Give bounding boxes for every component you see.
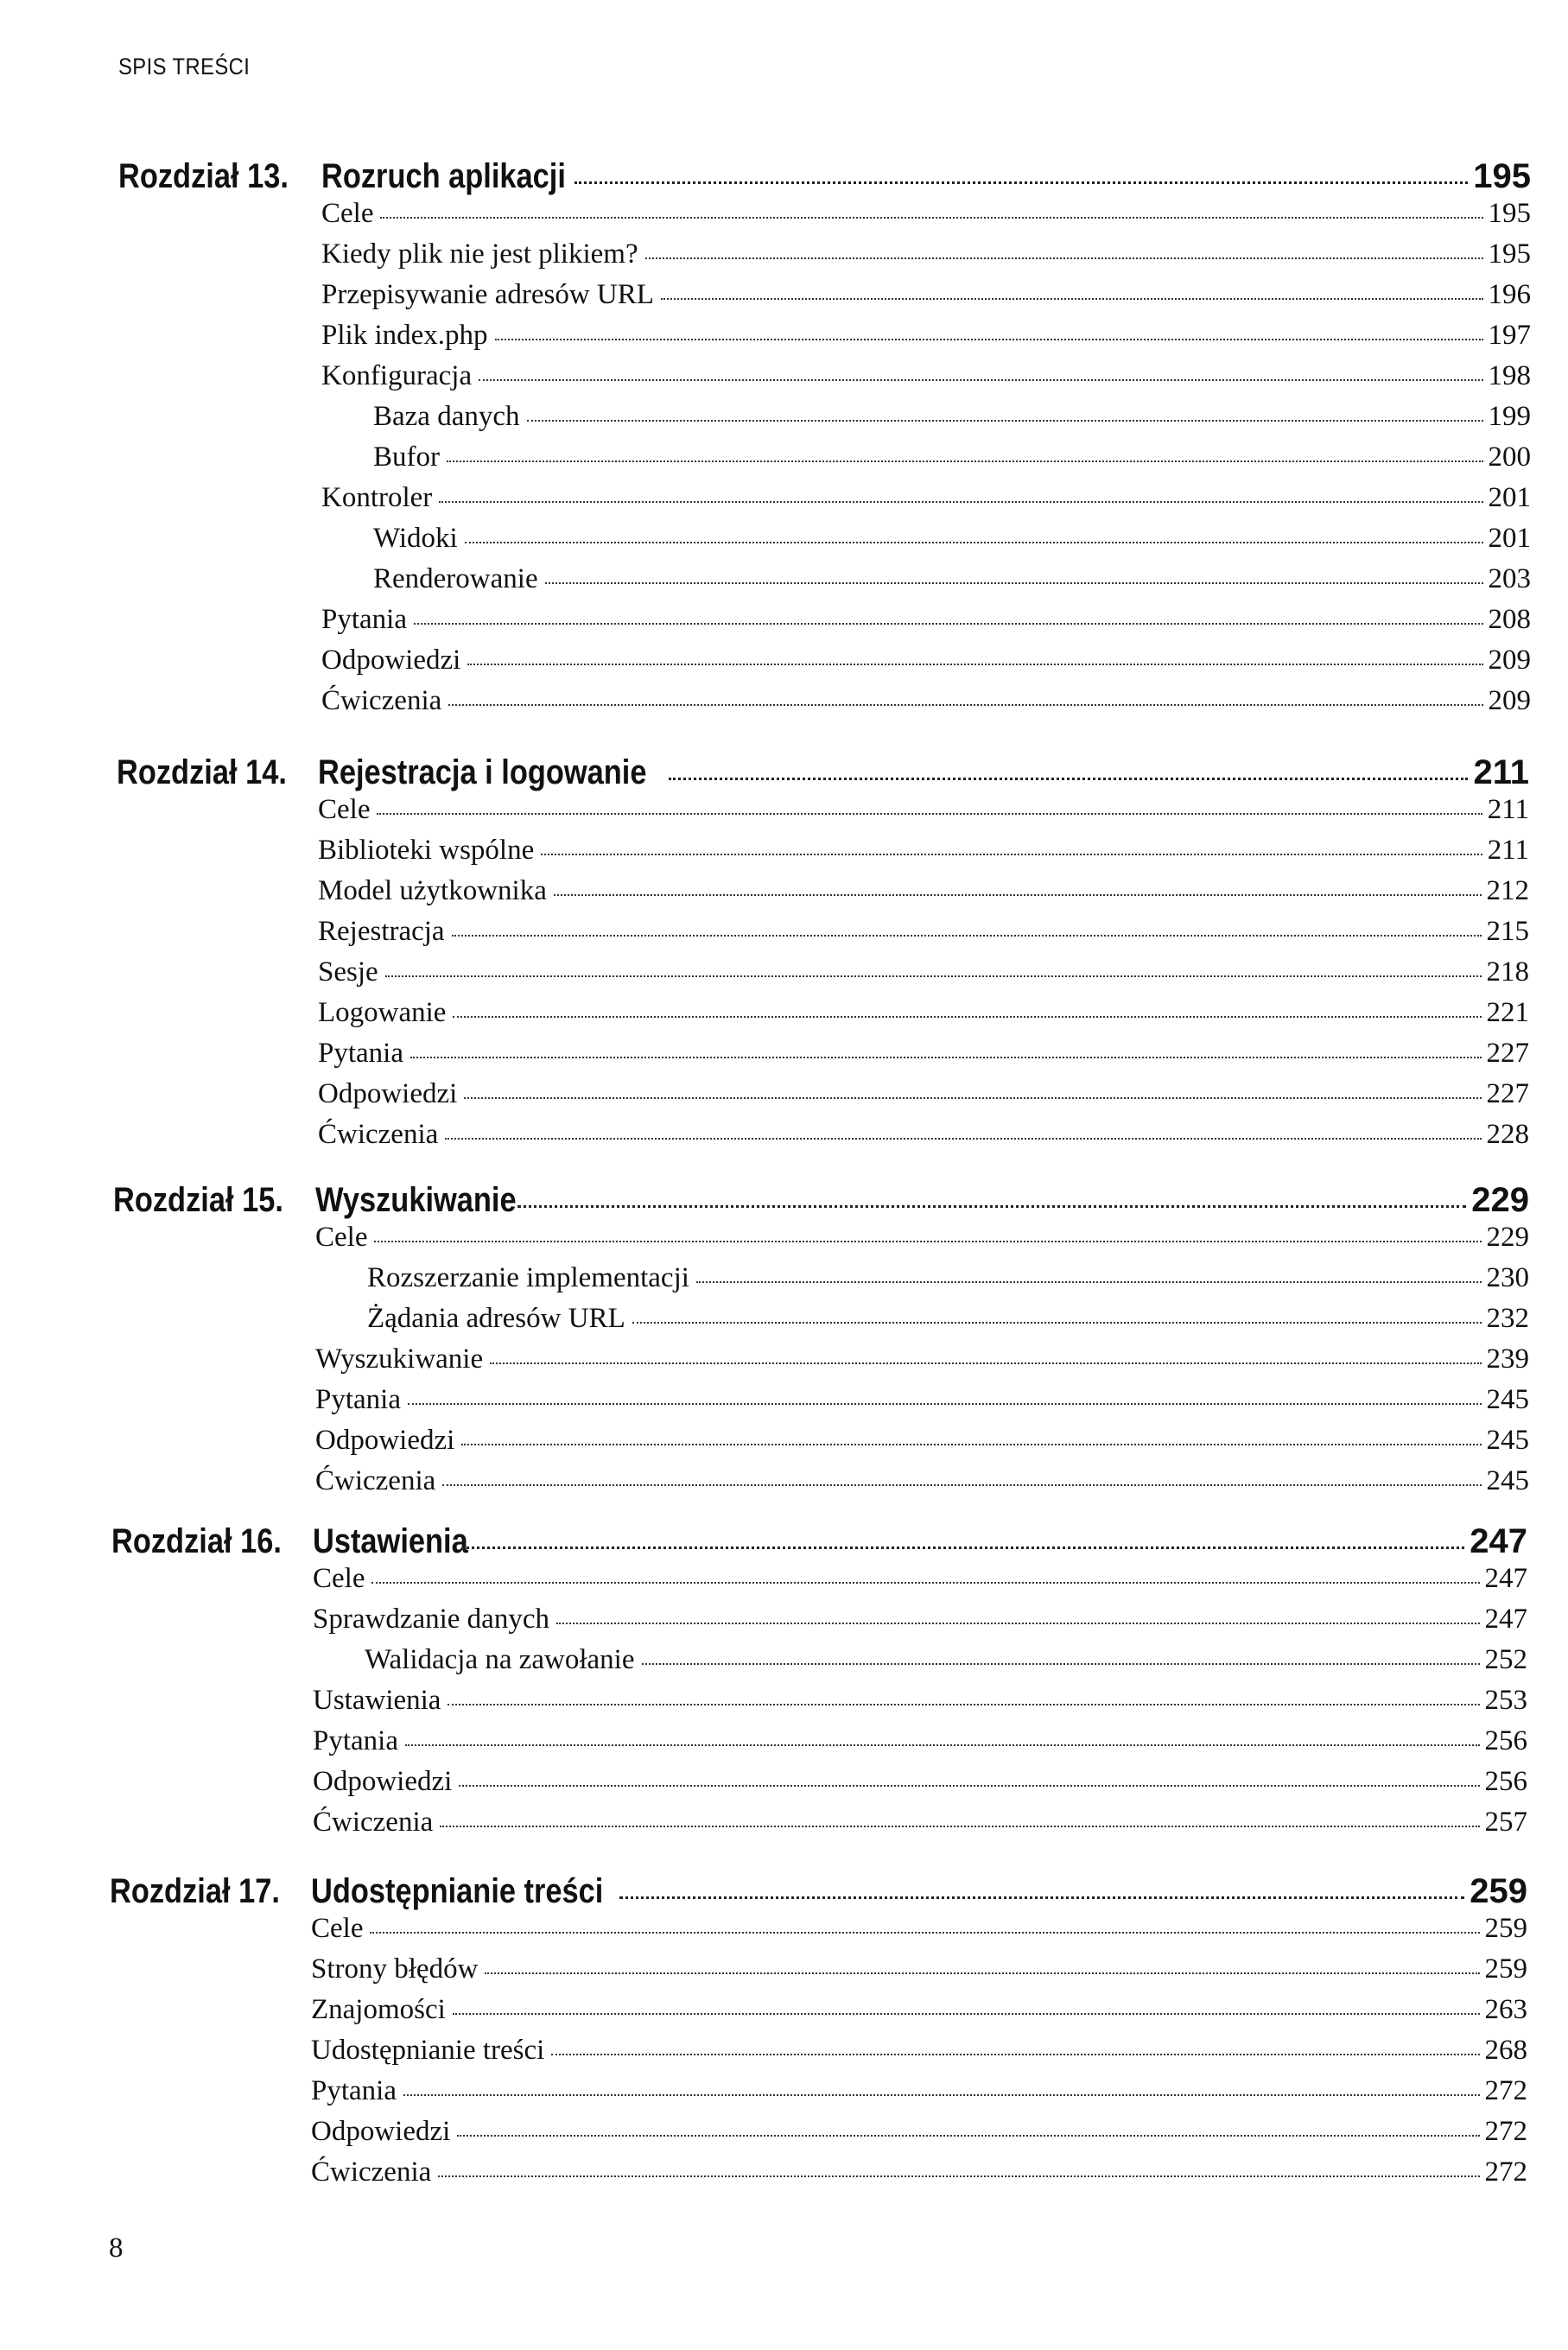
toc-entry[interactable] <box>315 1380 1529 1420</box>
dot-leader <box>527 420 1483 422</box>
toc-entry[interactable] <box>321 681 1531 721</box>
entry-title: Odpowiedzi <box>313 1766 453 1797</box>
toc-entry[interactable] <box>318 830 1529 870</box>
entry-title: Udostępnianie treści <box>311 2035 545 2066</box>
entry-title: Renderowanie <box>373 563 538 594</box>
dot-leader <box>448 704 1482 706</box>
chapter-page: 195 <box>1473 157 1531 195</box>
dot-leader <box>448 1704 1479 1705</box>
dot-leader <box>403 2094 1480 2096</box>
toc-entry[interactable] <box>311 2152 1527 2192</box>
dot-leader <box>464 1097 1481 1099</box>
entry-page: 256 <box>1484 1725 1527 1756</box>
dot-leader <box>545 582 1483 584</box>
dot-leader <box>414 623 1483 625</box>
toc-entry[interactable] <box>311 1949 1527 1989</box>
entry-title: Biblioteki wspólne <box>318 835 535 866</box>
chapter-label: Rozdział 15. <box>113 1181 283 1219</box>
entry-page: 195 <box>1488 198 1531 229</box>
dot-leader <box>556 1623 1480 1624</box>
entry-page: 200 <box>1488 441 1531 473</box>
entry-title: Rozszerzanie implementacji <box>367 1262 689 1293</box>
entry-page: 272 <box>1484 2156 1527 2188</box>
toc-entry[interactable] <box>321 356 1531 396</box>
dot-leader <box>661 298 1483 300</box>
dot-leader <box>696 1281 1482 1283</box>
dot-leader <box>408 1403 1482 1405</box>
toc-entry[interactable] <box>318 952 1529 992</box>
entry-page: 259 <box>1484 1953 1527 1985</box>
entry-title: Cele <box>318 794 371 825</box>
dot-leader <box>490 1362 1481 1364</box>
entry-title: Znajomości <box>311 1994 446 2025</box>
entry-title: Pytania <box>318 1038 403 1069</box>
chapter-page: 229 <box>1471 1181 1529 1219</box>
entry-title: Model użytkownika <box>318 875 547 906</box>
dot-leader <box>447 460 1483 462</box>
chapter-label: Rozdział 13. <box>118 157 289 195</box>
chapter-heading[interactable] <box>315 1178 1529 1222</box>
entry-title: Cele <box>313 1563 365 1594</box>
dot-leader <box>405 1744 1480 1746</box>
entry-title: Plik index.php <box>321 320 488 351</box>
entry-title: Walidacja na zawołanie <box>365 1644 635 1675</box>
toc-entry[interactable] <box>318 911 1529 951</box>
dot-leader <box>445 1138 1481 1140</box>
entry-page: 227 <box>1486 1078 1529 1109</box>
toc-entry[interactable] <box>373 397 1531 436</box>
entry-title: Ustawienia <box>313 1685 441 1716</box>
toc-entry[interactable] <box>318 1074 1529 1114</box>
toc-entry[interactable] <box>367 1258 1529 1298</box>
entry-page: 245 <box>1486 1425 1529 1456</box>
entry-title: Pytania <box>311 2075 397 2106</box>
dot-leader <box>517 1205 1466 1208</box>
dot-leader <box>439 501 1482 503</box>
entry-title: Ćwiczenia <box>315 1465 436 1496</box>
dot-leader <box>385 975 1482 977</box>
entry-page: 239 <box>1486 1343 1529 1375</box>
chapter-heading[interactable] <box>318 751 1529 794</box>
entry-title: Bufor <box>373 441 440 473</box>
entry-title: Cele <box>321 198 374 229</box>
dot-leader <box>370 1932 1479 1934</box>
dot-leader <box>541 854 1482 855</box>
toc-entry[interactable] <box>311 2030 1527 2070</box>
entry-page: 209 <box>1488 645 1531 676</box>
entry-title: Ćwiczenia <box>321 685 442 716</box>
entry-page: 229 <box>1486 1222 1529 1253</box>
toc-entry[interactable] <box>321 640 1531 680</box>
dot-leader <box>377 813 1482 815</box>
entry-page: 218 <box>1486 956 1529 988</box>
entry-page: 211 <box>1487 794 1529 825</box>
entry-title: Pytania <box>315 1384 401 1415</box>
entry-title: Konfiguracja <box>321 360 473 391</box>
entry-page: 247 <box>1484 1604 1527 1635</box>
entry-page: 230 <box>1486 1262 1529 1293</box>
entry-title: Kontroler <box>321 482 433 513</box>
entry-page: 201 <box>1488 482 1531 513</box>
dot-leader <box>453 2013 1480 2015</box>
entry-title: Ćwiczenia <box>318 1119 439 1150</box>
toc-entry[interactable] <box>321 478 1531 518</box>
entry-page: 215 <box>1486 916 1529 947</box>
entry-page: 227 <box>1486 1038 1529 1069</box>
dot-leader <box>479 379 1482 381</box>
chapter-heading[interactable] <box>321 155 1531 198</box>
toc-entry[interactable] <box>315 1461 1529 1501</box>
toc-entry[interactable] <box>318 1033 1529 1073</box>
toc-entry[interactable] <box>321 194 1531 233</box>
entry-title: Odpowiedzi <box>318 1078 458 1109</box>
toc-entry[interactable] <box>313 1802 1527 1842</box>
chapter-page: 211 <box>1473 753 1529 791</box>
entry-title: Baza danych <box>373 401 520 432</box>
dot-leader <box>462 1547 1464 1549</box>
dot-leader <box>669 778 1468 780</box>
dot-leader <box>461 1444 1481 1445</box>
chapter-title: Ustawienia <box>313 1522 468 1560</box>
dot-leader <box>442 1484 1481 1486</box>
entry-title: Strony błędów <box>311 1953 479 1985</box>
dot-leader <box>438 2175 1479 2177</box>
toc-entry[interactable] <box>318 993 1529 1032</box>
dot-leader <box>457 2135 1479 2137</box>
chapter-heading[interactable] <box>313 1520 1527 1563</box>
toc-entry[interactable] <box>373 518 1531 558</box>
dot-leader <box>374 1241 1481 1242</box>
entry-page: 201 <box>1488 523 1531 554</box>
entry-page: 272 <box>1484 2075 1527 2106</box>
chapter-label: Rozdział 17. <box>110 1872 280 1910</box>
dot-leader <box>551 2054 1479 2055</box>
entry-title: Odpowiedzi <box>315 1425 455 1456</box>
toc-entry[interactable] <box>313 1559 1527 1598</box>
dot-leader <box>485 1972 1479 1974</box>
dot-leader <box>371 1582 1479 1584</box>
toc-entry[interactable] <box>315 1420 1529 1460</box>
entry-page: 211 <box>1487 835 1529 866</box>
chapter-title: Rozruch aplikacji <box>321 157 566 195</box>
toc-entry[interactable] <box>373 437 1531 477</box>
page-number: 8 <box>109 2232 124 2264</box>
entry-page: 257 <box>1484 1807 1527 1838</box>
chapter-title: Rejestracja i logowanie <box>318 753 647 791</box>
dot-leader <box>619 1896 1464 1899</box>
toc-entry[interactable] <box>321 315 1531 355</box>
entry-title: Przepisywanie adresów URL <box>321 279 654 310</box>
chapter-label: Rozdział 14. <box>117 753 287 791</box>
toc-entry[interactable] <box>311 2112 1527 2151</box>
entry-title: Widoki <box>373 523 458 554</box>
dot-leader <box>452 935 1482 937</box>
toc-entry[interactable] <box>318 1115 1529 1154</box>
entry-title: Ćwiczenia <box>313 1807 434 1838</box>
dot-leader <box>554 894 1482 896</box>
chapter-title: Udostępnianie treści <box>311 1872 604 1910</box>
entry-page: 199 <box>1488 401 1531 432</box>
chapter-label: Rozdział 16. <box>111 1522 282 1560</box>
entry-title: Sesje <box>318 956 378 988</box>
entry-page: 272 <box>1484 2116 1527 2147</box>
entry-title: Pytania <box>313 1725 398 1756</box>
entry-page: 228 <box>1486 1119 1529 1150</box>
entry-page: 221 <box>1486 997 1529 1028</box>
entry-title: Rejestracja <box>318 916 445 947</box>
entry-page: 196 <box>1488 279 1531 310</box>
dot-leader <box>410 1057 1482 1058</box>
entry-title: Kiedy plik nie jest plikiem? <box>321 238 638 270</box>
toc-entry[interactable] <box>313 1599 1527 1639</box>
dot-leader <box>467 664 1482 665</box>
toc-entry[interactable] <box>321 275 1531 314</box>
dot-leader <box>632 1322 1482 1324</box>
chapter-page: 259 <box>1470 1872 1527 1910</box>
entry-page: 252 <box>1484 1644 1527 1675</box>
entry-title: Wyszukiwanie <box>315 1343 484 1375</box>
dot-leader <box>642 1663 1480 1665</box>
dot-leader <box>495 339 1483 340</box>
toc-entry[interactable] <box>313 1721 1527 1761</box>
dot-leader <box>575 181 1468 184</box>
dot-leader <box>465 542 1483 543</box>
entry-page: 208 <box>1488 604 1531 635</box>
entry-page: 247 <box>1484 1563 1527 1594</box>
toc-entry[interactable] <box>311 1909 1527 1948</box>
entry-page: 212 <box>1486 875 1529 906</box>
entry-title: Cele <box>311 1913 364 1944</box>
toc-entry[interactable] <box>367 1299 1529 1338</box>
toc-entry[interactable] <box>318 871 1529 911</box>
chapter-title: Wyszukiwanie <box>315 1181 517 1219</box>
entry-page: 256 <box>1484 1766 1527 1797</box>
entry-page: 195 <box>1488 238 1531 270</box>
entry-title: Odpowiedzi <box>311 2116 451 2147</box>
entry-page: 198 <box>1488 360 1531 391</box>
toc-entry[interactable] <box>373 559 1531 599</box>
dot-leader <box>380 217 1482 219</box>
toc-entry[interactable] <box>311 2071 1527 2111</box>
toc-entry[interactable] <box>365 1640 1527 1680</box>
entry-title: Odpowiedzi <box>321 645 461 676</box>
toc-entry[interactable] <box>315 1217 1529 1257</box>
entry-page: 263 <box>1484 1994 1527 2025</box>
entry-page: 245 <box>1486 1384 1529 1415</box>
toc-entry[interactable] <box>321 600 1531 639</box>
entry-title: Ćwiczenia <box>311 2156 432 2188</box>
chapter-heading[interactable] <box>311 1870 1527 1913</box>
toc-entry[interactable] <box>313 1680 1527 1720</box>
toc-entry[interactable] <box>311 1990 1527 2029</box>
dot-leader <box>459 1785 1479 1787</box>
entry-page: 268 <box>1484 2035 1527 2066</box>
entry-title: Żądania adresów URL <box>367 1303 625 1334</box>
chapter-page: 247 <box>1470 1522 1527 1560</box>
toc-entry[interactable] <box>321 234 1531 274</box>
dot-leader <box>645 257 1483 259</box>
entry-title: Cele <box>315 1222 368 1253</box>
entry-page: 203 <box>1488 563 1531 594</box>
entry-page: 245 <box>1486 1465 1529 1496</box>
entry-page: 253 <box>1484 1685 1527 1716</box>
dot-leader <box>440 1826 1479 1827</box>
toc-entry[interactable] <box>315 1339 1529 1379</box>
entry-page: 209 <box>1488 685 1531 716</box>
running-head: SPIS TREŚCI <box>118 54 251 79</box>
dot-leader <box>453 1016 1481 1018</box>
entry-page: 232 <box>1486 1303 1529 1334</box>
toc-entry[interactable] <box>313 1762 1527 1801</box>
entry-title: Sprawdzanie danych <box>313 1604 549 1635</box>
entry-title: Pytania <box>321 604 407 635</box>
entry-title: Logowanie <box>318 997 447 1028</box>
entry-page: 197 <box>1488 320 1531 351</box>
toc-entry[interactable] <box>318 790 1529 829</box>
entry-page: 259 <box>1484 1913 1527 1944</box>
